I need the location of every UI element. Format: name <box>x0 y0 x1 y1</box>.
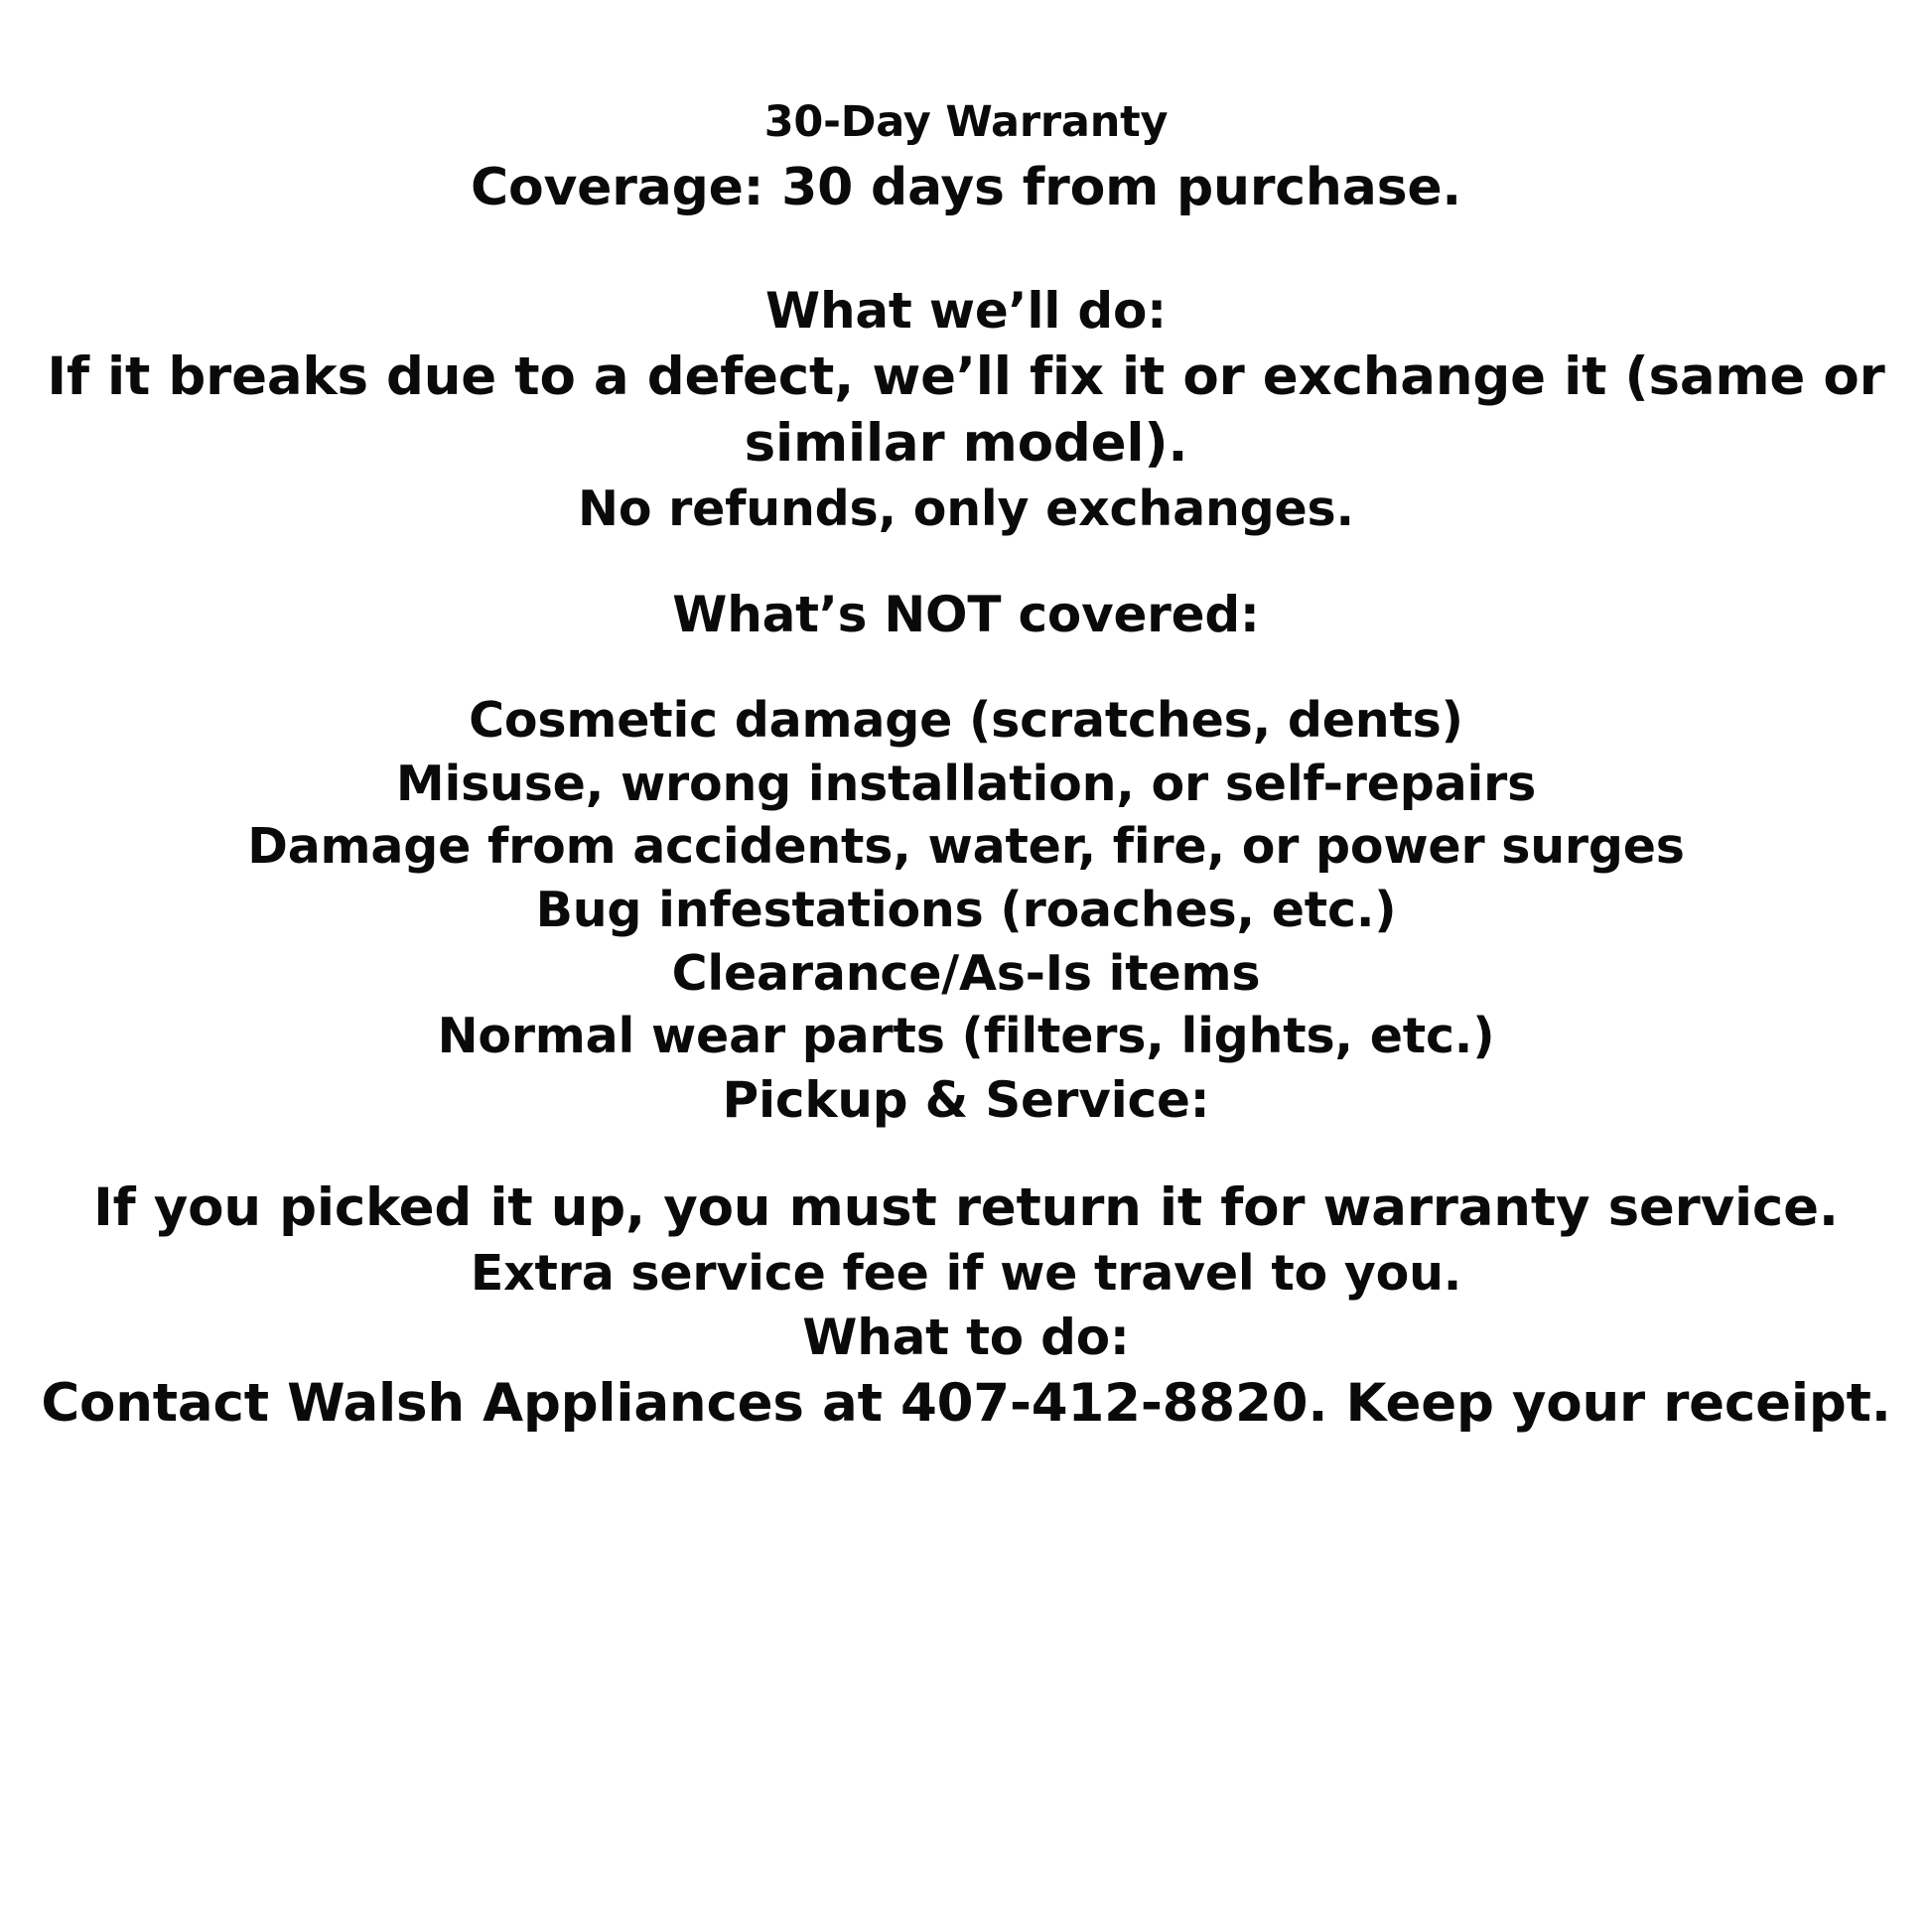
heading-what-we-will-do: What we’ll do: <box>765 281 1167 340</box>
spacer <box>10 221 1922 279</box>
not-covered-item: Bug infestations (roaches, etc.) <box>535 881 1397 938</box>
not-covered-item: Damage from accidents, water, fire, or power surges <box>247 818 1685 876</box>
what-we-will-do-line-1: If it breaks due to a defect, we’ll fix it or exchange it (same or similar model). <box>47 345 1885 475</box>
heading-not-covered: What’s NOT covered: <box>672 585 1260 643</box>
what-to-do-line-1: Contact Walsh Appliances at 407-412-8820. Keep your receipt. <box>41 1372 1891 1434</box>
pickup-service-line-2: Extra service fee if we travel to you. <box>470 1244 1462 1302</box>
not-covered-item: Cosmetic damage (scratches, dents) <box>469 691 1463 749</box>
coverage-line: Coverage: 30 days from purchase. <box>471 158 1461 218</box>
not-covered-item: Clearance/As-Is items <box>671 944 1261 1002</box>
warranty-document-body <box>10 95 1922 1437</box>
what-we-will-do-line-2: No refunds, only exchanges. <box>578 481 1354 538</box>
not-covered-item: Normal wear parts (filters, lights, etc.) <box>437 1008 1495 1065</box>
spacer <box>10 647 1922 689</box>
not-covered-item: Misuse, wrong installation, or self-repairs <box>395 755 1537 812</box>
spacer <box>10 1133 1922 1174</box>
heading-what-to-do: What to do: <box>802 1308 1130 1366</box>
document-title: 30-Day Warranty <box>763 97 1169 147</box>
spacer <box>10 541 1922 583</box>
heading-pickup-service: Pickup & Service: <box>722 1071 1210 1130</box>
pickup-service-line-1: If you picked it up, you must return it for warranty service. <box>93 1177 1839 1239</box>
